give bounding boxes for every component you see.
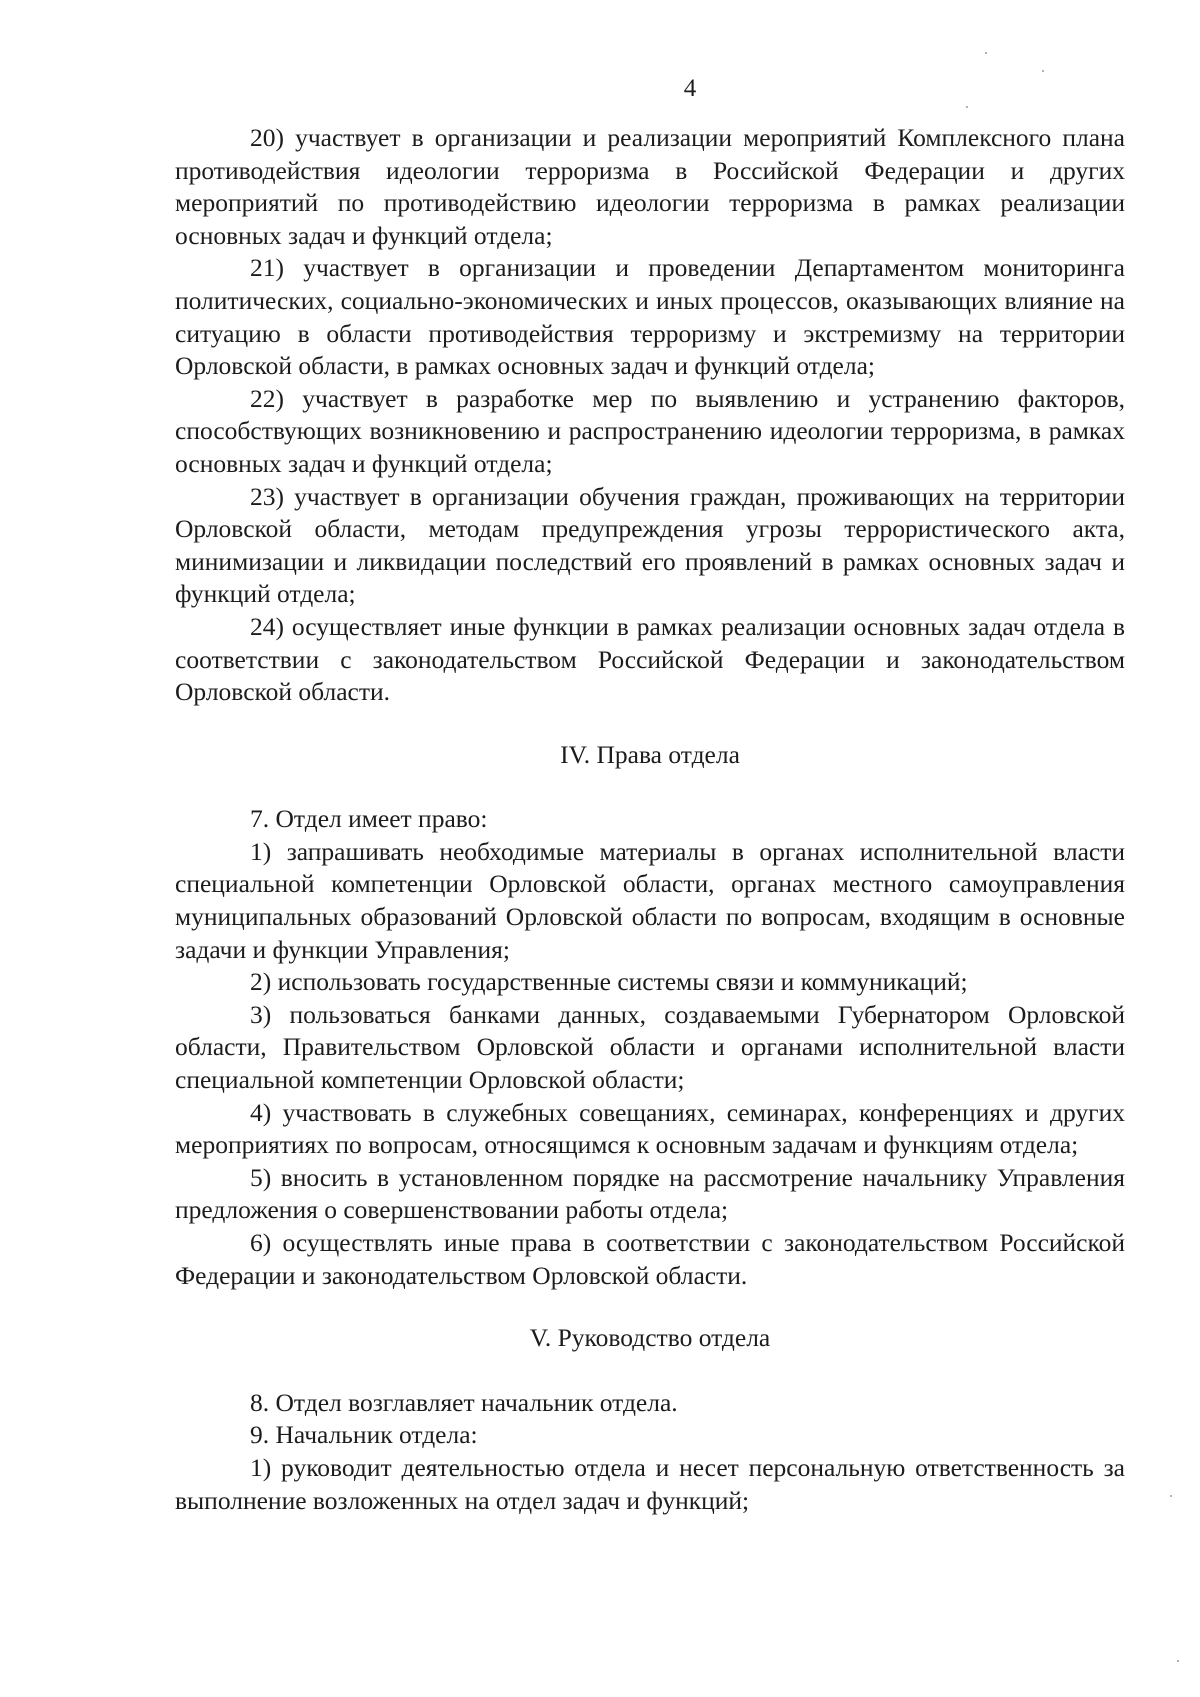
page-number: 4 (683, 75, 697, 102)
paragraph-item-21: 21) участвует в организации и проведении Департаментом мониторинга политических, социально-экономических и иных процессов, оказывающих влияние на ситуацию в области противодействия терроризму и экстремизму на территории Орловской области, в рамках основных задач и функций отдела; (175, 253, 1125, 381)
document-body (175, 122, 1125, 1517)
paragraph-item-24: 24) осуществляет иные функции в рамках реализации основных задач отдела в соответствии с законодательством Российской Федерации и законодательством Орловской области. (175, 611, 1125, 707)
paragraph-clause-9: 9. Начальник отдела: (250, 1420, 478, 1450)
section-heading-management: V. Руководство отдела (529, 1323, 771, 1353)
scan-speck (966, 106, 968, 108)
scan-speck (1170, 1495, 1172, 1497)
paragraph-right-2: 2) использовать государственные системы связи и коммуникаций; (250, 967, 968, 997)
paragraph-head-duty-1: 1) руководит деятельностью отдела и несет персональную ответственность за выполнение возложенных на отдел задач и функций; (175, 1452, 1125, 1515)
paragraph-item-20: 20) участвует в организации и реализации мероприятий Комплексного плана противодействия идеологии терроризма в Российской Федерации и других мероприятий по противодействию идеологии терроризма в рамках реализации основных задач и функций отдела; (175, 123, 1125, 250)
scan-speck (985, 52, 987, 54)
scan-speck (1177, 1660, 1179, 1662)
paragraph-right-4: 4) участвовать в служебных совещаниях, семинарах, конференциях и других мероприятиях по вопросам, относящимся к основным задачам и функциям отдела; (175, 1097, 1125, 1160)
paragraph-right-6: 6) осуществлять иные права в соответствии с законодательством Российской Федерации и законодательством Орловской области. (175, 1228, 1125, 1290)
paragraph-right-5: 5) вносить в установленном порядке на рассмотрение начальнику Управления предложения о совершенствовании работы отдела; (175, 1162, 1125, 1225)
paragraph-right-3: 3) пользоваться банками данных, создаваемыми Губернатором Орловской области, Правительством Орловской области и органами исполнительной власти специальной компетенции Орловской области; (175, 999, 1125, 1095)
paragraph-item-22: 22) участвует в разработке мер по выявлению и устранению факторов, способствующих возникновению и распространению идеологии терроризма, в рамках основных задач и функций отдела; (175, 383, 1125, 478)
scan-speck (1042, 70, 1044, 72)
paragraph-clause-7: 7. Отдел имеет право: (250, 804, 488, 834)
paragraph-item-23: 23) участвует в организации обучения граждан, проживающих на территории Орловской области, методам предупреждения угрозы террористического акта, минимизации и ликвидации последствий его проявлений в рамках основных задач и функций отдела; (175, 481, 1125, 609)
paragraph-clause-8: 8. Отдел возглавляет начальник отдела. (250, 1387, 678, 1417)
section-heading-rights: IV. Права отдела (560, 739, 740, 769)
paragraph-right-1: 1) запрашивать необходимые материалы в органах исполнительной власти специальной компетенции Орловской области, органах местного самоуправления муниципальных образований Орловской области по вопросам, входящим в основные задачи и функции Управления; (175, 836, 1125, 964)
